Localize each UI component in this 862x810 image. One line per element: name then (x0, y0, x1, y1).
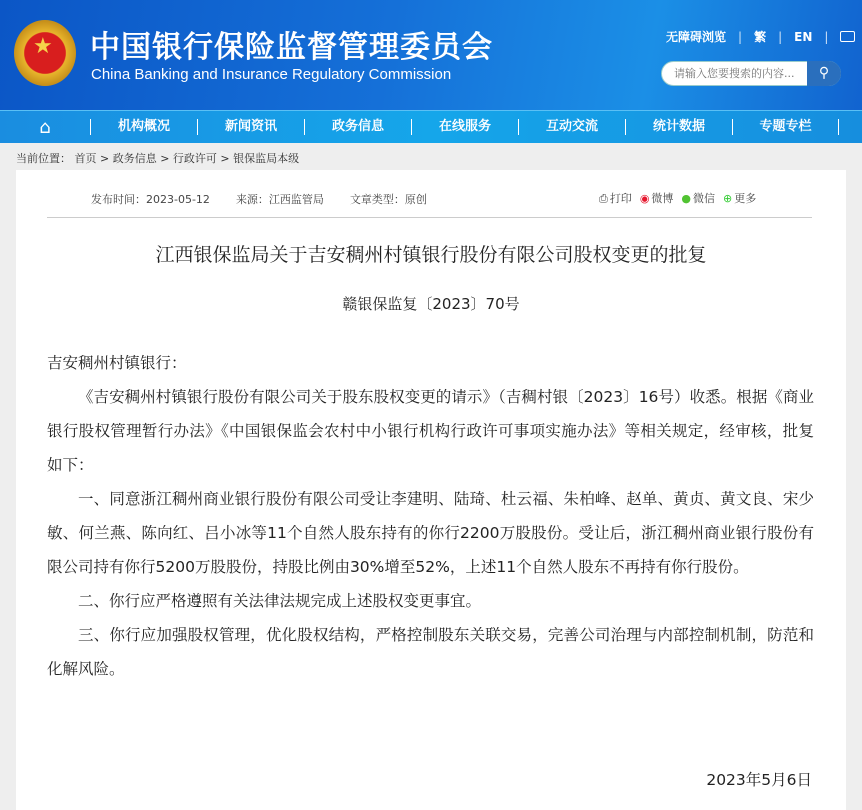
breadcrumb-path[interactable]: 首页 > 政务信息 > 行政许可 > 银保监局本级 (74, 152, 300, 165)
main-nav (0, 110, 862, 143)
nav-item-about[interactable]: 机构概况 (90, 119, 197, 135)
nav-item-interaction[interactable]: 互动交流 (518, 119, 625, 135)
search-input[interactable] (674, 67, 794, 80)
wechat-button[interactable] (681, 190, 715, 206)
document-date: 2023年5月6日 (706, 771, 812, 789)
article-body (47, 346, 814, 686)
article-container (16, 170, 846, 810)
search-button[interactable] (807, 61, 841, 86)
print-label: 打印 (609, 192, 632, 205)
nav-item-topics[interactable]: 专题专栏 (732, 119, 839, 135)
breadcrumb (16, 150, 299, 166)
printer-icon: ⎙ (599, 192, 608, 205)
nav-item-gov-info[interactable]: 政务信息 (304, 119, 411, 135)
separator: | (824, 29, 829, 44)
accessibility-link[interactable]: 无障碍浏览 (666, 30, 727, 44)
article-meta (91, 191, 427, 207)
separator: | (778, 29, 783, 44)
home-icon[interactable]: ⌂ (39, 116, 51, 138)
top-links (666, 28, 855, 45)
paragraph: 三、你行应加强股权管理，优化股权结构，严格控制股东关联交易，完善公司治理与内部控制机制，防范和化解风险。 (47, 626, 814, 678)
national-emblem-logo: ★ (14, 20, 76, 86)
nav-item-news[interactable]: 新闻资讯 (197, 119, 304, 135)
search-box (661, 61, 841, 86)
article-type: 文章类型：原创 (349, 193, 427, 206)
article-title: 江西银保监局关于吉安稠州村镇银行股份有限公司股权变更的批复 (155, 244, 707, 266)
divider (47, 217, 812, 218)
publish-date: 发布时间：2023-05-12 (91, 193, 210, 206)
paragraph: 二、你行应严格遵照有关法律法规完成上述股权变更事宜。 (78, 592, 482, 610)
separator: | (738, 29, 743, 44)
more-button[interactable] (723, 190, 756, 206)
more-label: 更多 (734, 192, 757, 205)
wechat-icon: ● (681, 192, 692, 205)
breadcrumb-label: 当前位置： (16, 152, 71, 165)
mail-icon[interactable] (840, 31, 855, 42)
paragraph: 《吉安稠州村镇银行股份有限公司关于股东股权变更的请示》（吉稠村银〔2023〕16号）收悉。根据《商业银行股权管理暂行办法》《中国银保监会农村中小银行机构行政许可事项实施办法》等相关规定，经审核，批复如下： (47, 388, 814, 474)
search-icon: ⚲ (818, 65, 830, 81)
paragraph: 一、同意浙江稠州商业银行股份有限公司受让李建明、陆琦、杜云福、朱柏峰、赵单、黄贞、黄文良、宋少敏、何兰燕、陈向红、吕小冰等11个自然人股东持有的你行2200万股股份。受让后，浙江稠州商业银行股份有限公司持有你行5200万股股份，持股比例由30%增至52%，上述11个自然人股东不再持有你行股份。 (47, 490, 814, 576)
source: 来源：江西监管局 (235, 193, 324, 206)
share-bar (599, 190, 756, 206)
site-title-en: China Banking and Insurance Regulatory Commission (91, 66, 452, 83)
print-button[interactable] (599, 190, 632, 206)
weibo-button[interactable] (640, 190, 674, 206)
document-number: 赣银保监复〔2023〕70号 (342, 295, 520, 313)
traditional-chinese-link[interactable]: 繁 (754, 30, 767, 44)
weibo-icon: ◉ (639, 192, 650, 205)
nav-item-statistics[interactable]: 统计数据 (625, 119, 732, 135)
nav-item-online-service[interactable]: 在线服务 (411, 119, 518, 135)
site-title-cn: 中国银行保险监督管理委员会 (90, 30, 493, 65)
plus-circle-icon: ⊕ (723, 192, 733, 205)
english-link[interactable]: EN (794, 29, 813, 44)
wechat-label: 微信 (693, 192, 716, 205)
weibo-label: 微博 (651, 192, 674, 205)
salutation: 吉安稠州村镇银行： (47, 354, 187, 372)
site-header (0, 0, 862, 110)
